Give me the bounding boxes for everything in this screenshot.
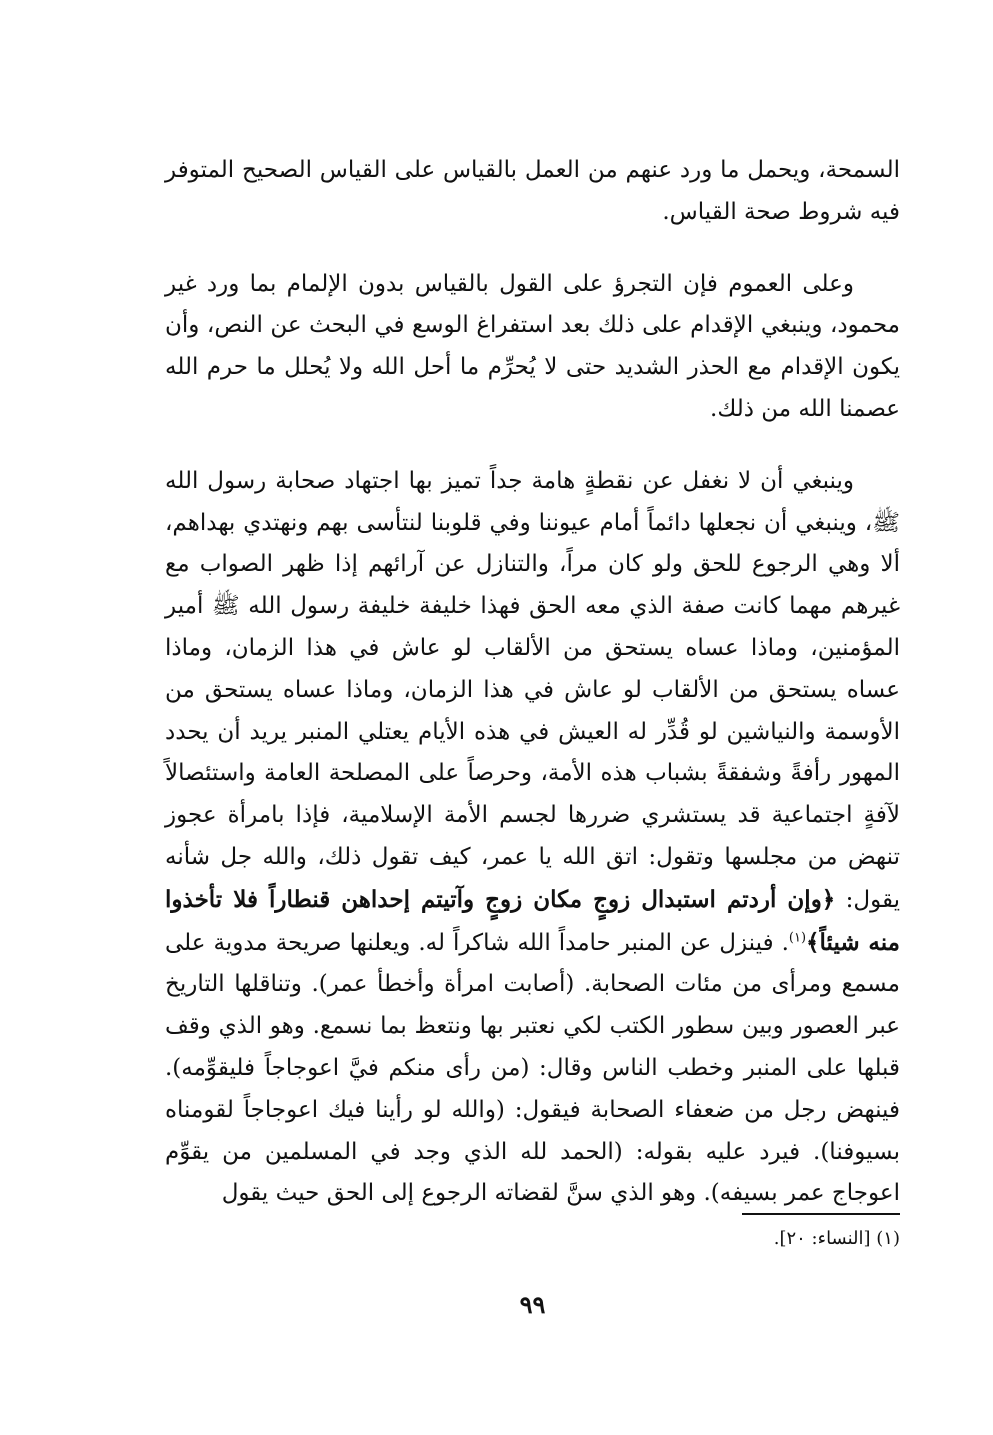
footnote: (١) [النساء: ٢٠]. <box>773 1228 900 1249</box>
body-text <box>165 150 900 1215</box>
footnote-separator <box>742 1213 900 1215</box>
footnote-marker: (١) <box>788 929 807 945</box>
quran-verse: ﴿وإن أردتم استبدال زوجٍ مكان زوجٍ وآتيتم إحداهن قنطاراً فلا تأخذوا منه شيئاً﴾ <box>165 885 900 956</box>
paragraph-3-part-2: . فينزل عن المنبر حامداً الله شاكراً له. ويعلنها صريحة مدوية على مسمع ومرأى من مئات الصحابة. (أصابت امرأة وأخطأ عمر). وتناقلها التاريخ عبر العصور وبين سطور الكتب لكي نعتبر بها ونتعظ بما نسمع. وهو الذي وقف قبلها على المنبر وخطب الناس وقال: (من رأى منكم فيَّ اعوجاجاً فليقوِّمه). فينهض رجل من ضعفاء الصحابة فيقول: (والله لو رأينا فيك اعوجاجاً لقومناه بسيوفنا). فيرد عليه بقوله: (الحمد لله الذي وجد في المسلمين من يقوِّم اعوجاج عمر بسيفه). وهو الذي سنَّ لقضاته الرجوع إلى الحق حيث يقول <box>165 929 900 1207</box>
paragraph-3-part-1: وينبغي أن لا نغفل عن نقطةٍ هامة جداً تميز بها اجتهاد صحابة رسول الله ﷺ، وينبغي أن نجعلها دائماً أمام عيوننا وفي قلوبنا لنتأسى بهم ونهتدي بهداهم، ألا وهي الرجوع للحق ولو كان مراً، والتنازل عن آرائهم إذا ظهر الصواب مع غيرهم مهما كانت صفة الذي معه الحق فهذا خليفة خليفة رسول الله ﷺ أمير المؤمنين، وماذا عساه يستحق من الألقاب لو عاش في هذا الزمان، وماذا عساه يستحق من الألقاب لو عاش في هذا الزمان، وماذا عساه يستحق من الأوسمة والنياشين لو قُدِّر له العيش في هذه الأيام يعتلي المنبر يريد أن يحدد المهور رأفةً وشفقةً بشباب هذه الأمة، وحرصاً على المصلحة العامة واستئصالاً لآفةٍ اجتماعية قد يستشري ضررها لجسم الأمة الإسلامية، فإذا بامرأة عجوز تنهض من مجلسها وتقول: اتق الله يا عمر، كيف تقول ذلك، والله جل شأنه يقول: <box>165 467 900 913</box>
paragraph-3 <box>165 461 900 1215</box>
document-page <box>165 0 900 1435</box>
paragraph-1: السمحة، ويحمل ما ورد عنهم من العمل بالقياس على القياس الصحيح المتوفر فيه شروط صحة القياس. <box>165 157 900 225</box>
paragraph-2: وعلى العموم فإن التجرؤ على القول بالقياس بدون الإلمام بما ورد غير محمود، وينبغي الإقدام على ذلك بعد استفراغ الوسع في البحث عن النص، وأن يكون الإقدام مع الحذر الشديد حتى لا يُحرِّم ما أحل الله ولا يُحلل ما حرم الله عصمنا الله من ذلك. <box>165 270 900 422</box>
page-number: ٩٩ <box>519 1290 546 1319</box>
